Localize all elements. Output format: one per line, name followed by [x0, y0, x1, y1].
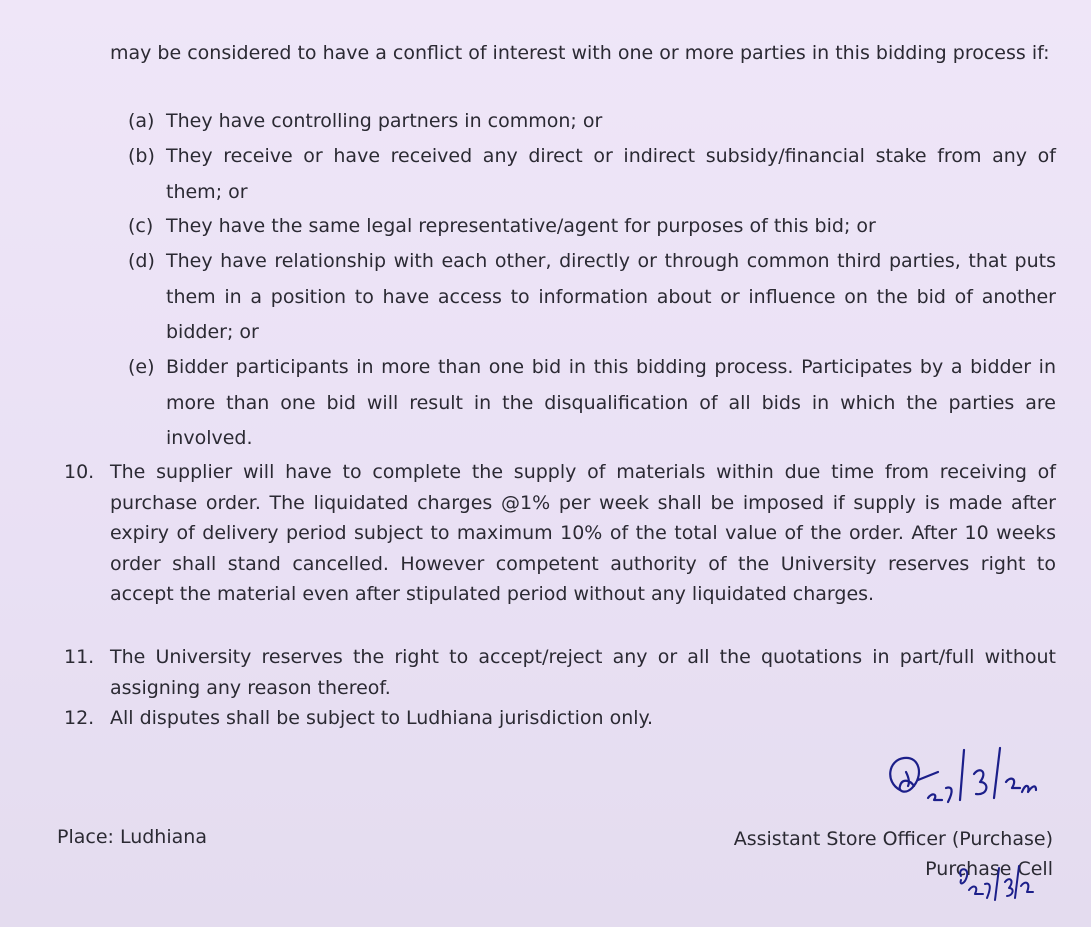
condition-b: [128, 139, 1056, 210]
condition-label: (d): [128, 250, 155, 272]
clause-number: 10.: [64, 461, 95, 483]
condition-text: They have relationship with each other, directly or through common third parties, that puts them in a position to have access to information about or influence on the bid of another bidder; or: [166, 250, 1056, 343]
condition-label: (b): [128, 145, 155, 167]
clause-number: 12.: [64, 707, 95, 729]
clause-number: 11.: [64, 646, 95, 668]
handwritten-initials: [955, 862, 1035, 904]
condition-label: (a): [128, 110, 155, 132]
condition-label: (e): [128, 356, 155, 378]
purchase-cell-label: Purchase Cell: [925, 858, 1053, 880]
condition-label: (c): [128, 215, 154, 237]
place-label: Place: Ludhiana: [57, 826, 207, 848]
officer-title: Assistant Store Officer (Purchase): [733, 828, 1053, 850]
condition-text: They have the same legal representative/agent for purposes of this bid; or: [166, 215, 876, 237]
condition-text: Bidder participants in more than one bid in this bidding process. Participates by a bidder in more than one bid will result in the disqualification of all bids in which the parties are involved.: [166, 356, 1056, 449]
condition-text: They have controlling partners in common; or: [166, 110, 603, 132]
clause-text: The University reserves the right to accept/reject any or all the quotations in part/full without assigning any reason thereof.: [110, 646, 1056, 699]
clause-10: [64, 457, 1056, 610]
intro-paragraph: may be considered to have a conflict of interest with one or more parties in this bidding process if:: [110, 42, 1050, 64]
condition-c: [128, 209, 1056, 245]
clause-text: The supplier will have to complete the supply of materials within due time from receiving of purchase order. The liquidated charges @1% per week shall be imposed if supply is made after expiry of delivery period subject to maximum 10% of the total value of the order. After 10 weeks order shall stand cancelled. However competent authority of the University reserves right to accept the material even after stipulated period without any liquidated charges.: [110, 461, 1056, 605]
handwritten-signature: [880, 742, 1050, 812]
condition-text: They receive or have received any direct or indirect subsidy/financial stake from any of them; or: [166, 145, 1056, 203]
condition-d: [128, 244, 1056, 351]
condition-e: [128, 350, 1056, 457]
clause-text: All disputes shall be subject to Ludhiana jurisdiction only.: [110, 707, 654, 729]
condition-a: [128, 104, 1056, 140]
clause-12: [64, 703, 1056, 734]
clause-11: [64, 642, 1056, 703]
